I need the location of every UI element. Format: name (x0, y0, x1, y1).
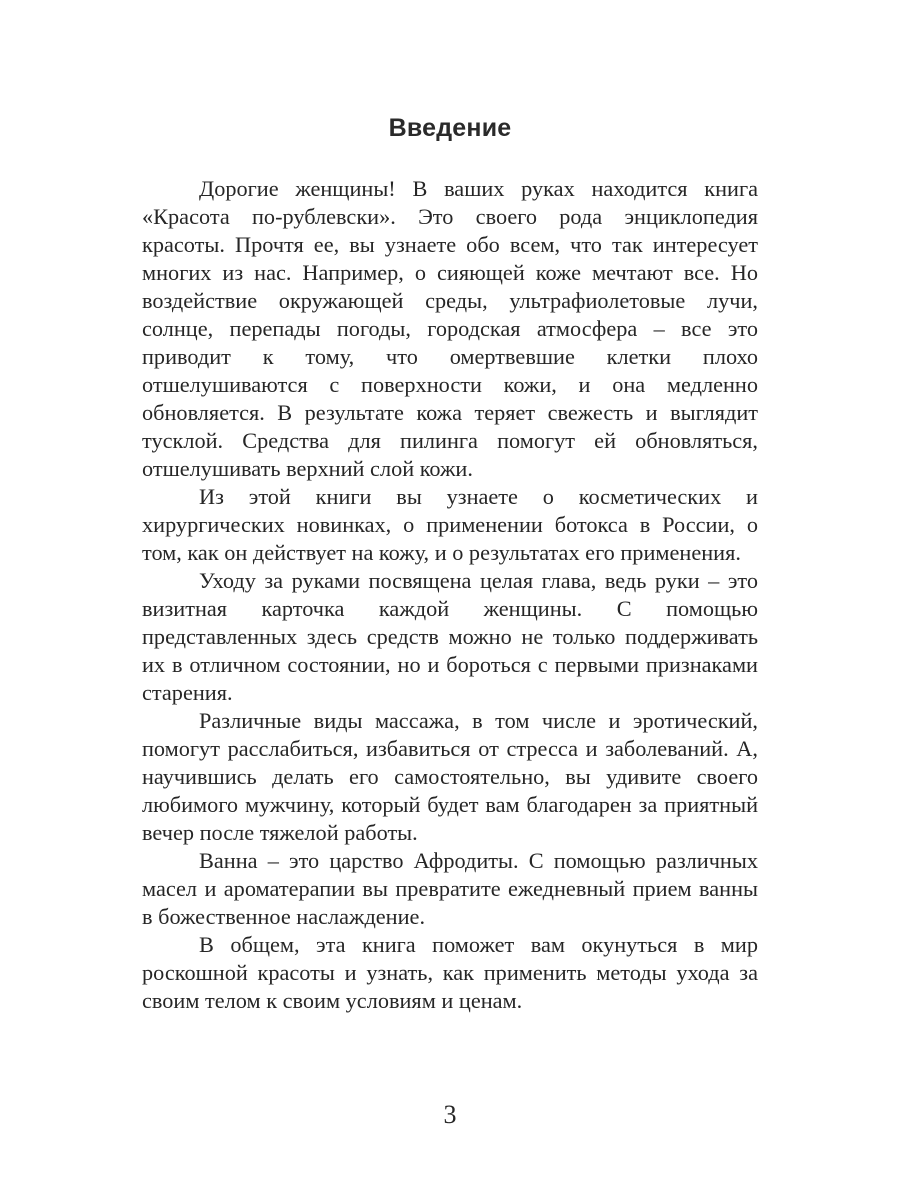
paragraph: Дорогие женщины! В ваших руках находится книга «Красота по-рублевски». Это своего рода энциклопедия красоты. Прочтя ее, вы узнаете обо всем, что так интересует многих из нас. Например, о сияющей коже мечтают все. Но воздействие окружающей среды, ультрафиолетовые лучи, солнце, перепады погоды, городская атмосфера – все это приводит к тому, что омертвевшие клетки плохо отшелушиваются с поверхности кожи, и она медленно обновляется. В результате кожа теряет свежесть и выглядит тусклой. Средства для пилинга помогут ей обновляться, отшелушивать верхний слой кожи. (142, 176, 758, 481)
paragraph: В общем, эта книга поможет вам окунуться в мир роскошной красоты и узнать, как применить методы ухода за своим телом к своим условиям и ценам. (142, 932, 758, 1013)
paragraph: Из этой книги вы узнаете о косметических и хирургических новинках, о применении ботокса в России, о том, как он действует на кожу, и о результатах его применения. (142, 484, 758, 565)
paragraph: Различные виды массажа, в том числе и эротический, помогут расслабиться, избавиться от стресса и заболеваний. А, научившись делать его самостоятельно, вы удивите своего любимого мужчину, который будет вам благодарен за приятный вечер после тяжелой работы. (142, 708, 758, 845)
chapter-title: Введение (388, 114, 512, 142)
paragraph: Ванна – это царство Афродиты. С помощью различных масел и ароматерапии вы превратите ежедневный прием ванны в божественное наслаждение. (142, 848, 758, 929)
paragraph: Уходу за руками посвящена целая глава, ведь руки – это визитная карточка каждой женщины. С помощью представленных здесь средств можно не только поддерживать их в отличном состоянии, но и бороться с первыми признаками старения. (142, 568, 758, 705)
chapter-body (142, 175, 758, 1015)
page-number: 3 (443, 1100, 457, 1129)
